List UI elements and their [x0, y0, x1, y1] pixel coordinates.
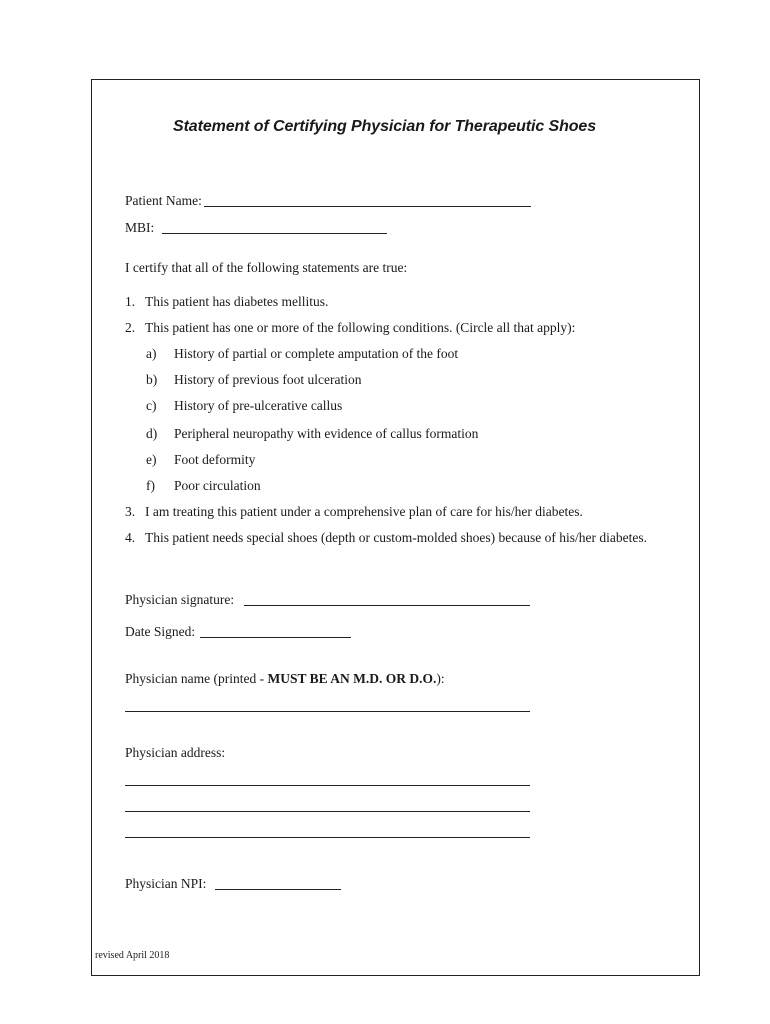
- certify-intro: I certify that all of the following statements are true:: [125, 260, 408, 275]
- physician-signature-label: Physician signature:: [125, 592, 235, 607]
- physician-npi-field[interactable]: [215, 889, 341, 890]
- date-signed-label: Date Signed:: [125, 624, 196, 639]
- physician-name-label: [125, 671, 445, 687]
- statement-number: 1.: [125, 294, 136, 309]
- physician-address-line-3[interactable]: [125, 837, 530, 838]
- physician-address-label: Physician address:: [125, 745, 226, 760]
- statement-item: [125, 294, 328, 310]
- patient-name-label: Patient Name:: [125, 193, 202, 208]
- condition-letter: d): [146, 426, 158, 441]
- mbi-label: MBI:: [125, 220, 155, 235]
- condition-letter: f): [146, 478, 155, 493]
- physician-address-line-1[interactable]: [125, 785, 530, 786]
- condition-letter: c): [146, 398, 157, 413]
- statement-text: This patient has diabetes mellitus.: [145, 294, 329, 309]
- statement-item: [125, 504, 583, 520]
- physician-npi-label: Physician NPI:: [125, 876, 207, 891]
- condition-item[interactable]: [146, 398, 342, 414]
- physician-name-field[interactable]: [125, 711, 530, 712]
- statement-text: This patient has one or more of the following conditions. (Circle all that apply):: [145, 320, 576, 335]
- condition-text: History of previous foot ulceration: [174, 372, 362, 387]
- condition-text: Foot deformity: [174, 452, 256, 467]
- condition-item[interactable]: [146, 426, 478, 442]
- physician-signature-field[interactable]: [244, 605, 530, 606]
- physician-name-suffix: ):: [436, 671, 445, 686]
- patient-name-field[interactable]: [204, 206, 531, 207]
- condition-text: Peripheral neuropathy with evidence of callus formation: [174, 426, 479, 441]
- statement-number: 4.: [125, 530, 136, 545]
- condition-letter: a): [146, 346, 157, 361]
- md-do-requirement: MUST BE AN M.D. OR D.O.: [267, 671, 437, 686]
- mbi-field[interactable]: [162, 233, 387, 234]
- statement-number: 2.: [125, 320, 136, 335]
- date-signed-field[interactable]: [200, 637, 351, 638]
- revision-date: revised April 2018: [95, 950, 170, 961]
- physician-name-prefix: Physician name (printed -: [125, 671, 268, 686]
- statement-text: This patient needs special shoes (depth or custom-molded shoes) because of his/her diabetes.: [145, 530, 647, 545]
- condition-item[interactable]: [146, 372, 361, 388]
- condition-text: Poor circulation: [174, 478, 261, 493]
- statement-item: [125, 320, 575, 336]
- condition-text: History of pre-ulcerative callus: [174, 398, 343, 413]
- condition-item[interactable]: [146, 452, 255, 468]
- form-title: Statement of Certifying Physician for Therapeutic Shoes: [173, 118, 597, 135]
- condition-text: History of partial or complete amputation of the foot: [174, 346, 459, 361]
- physician-address-line-2[interactable]: [125, 811, 530, 812]
- condition-item[interactable]: [146, 346, 458, 362]
- statement-number: 3.: [125, 504, 136, 519]
- form-border: [91, 79, 700, 976]
- condition-letter: e): [146, 452, 157, 467]
- statement-item: [125, 530, 647, 546]
- condition-item[interactable]: [146, 478, 261, 494]
- statement-text: I am treating this patient under a comprehensive plan of care for his/her diabetes.: [145, 504, 583, 519]
- condition-letter: b): [146, 372, 158, 387]
